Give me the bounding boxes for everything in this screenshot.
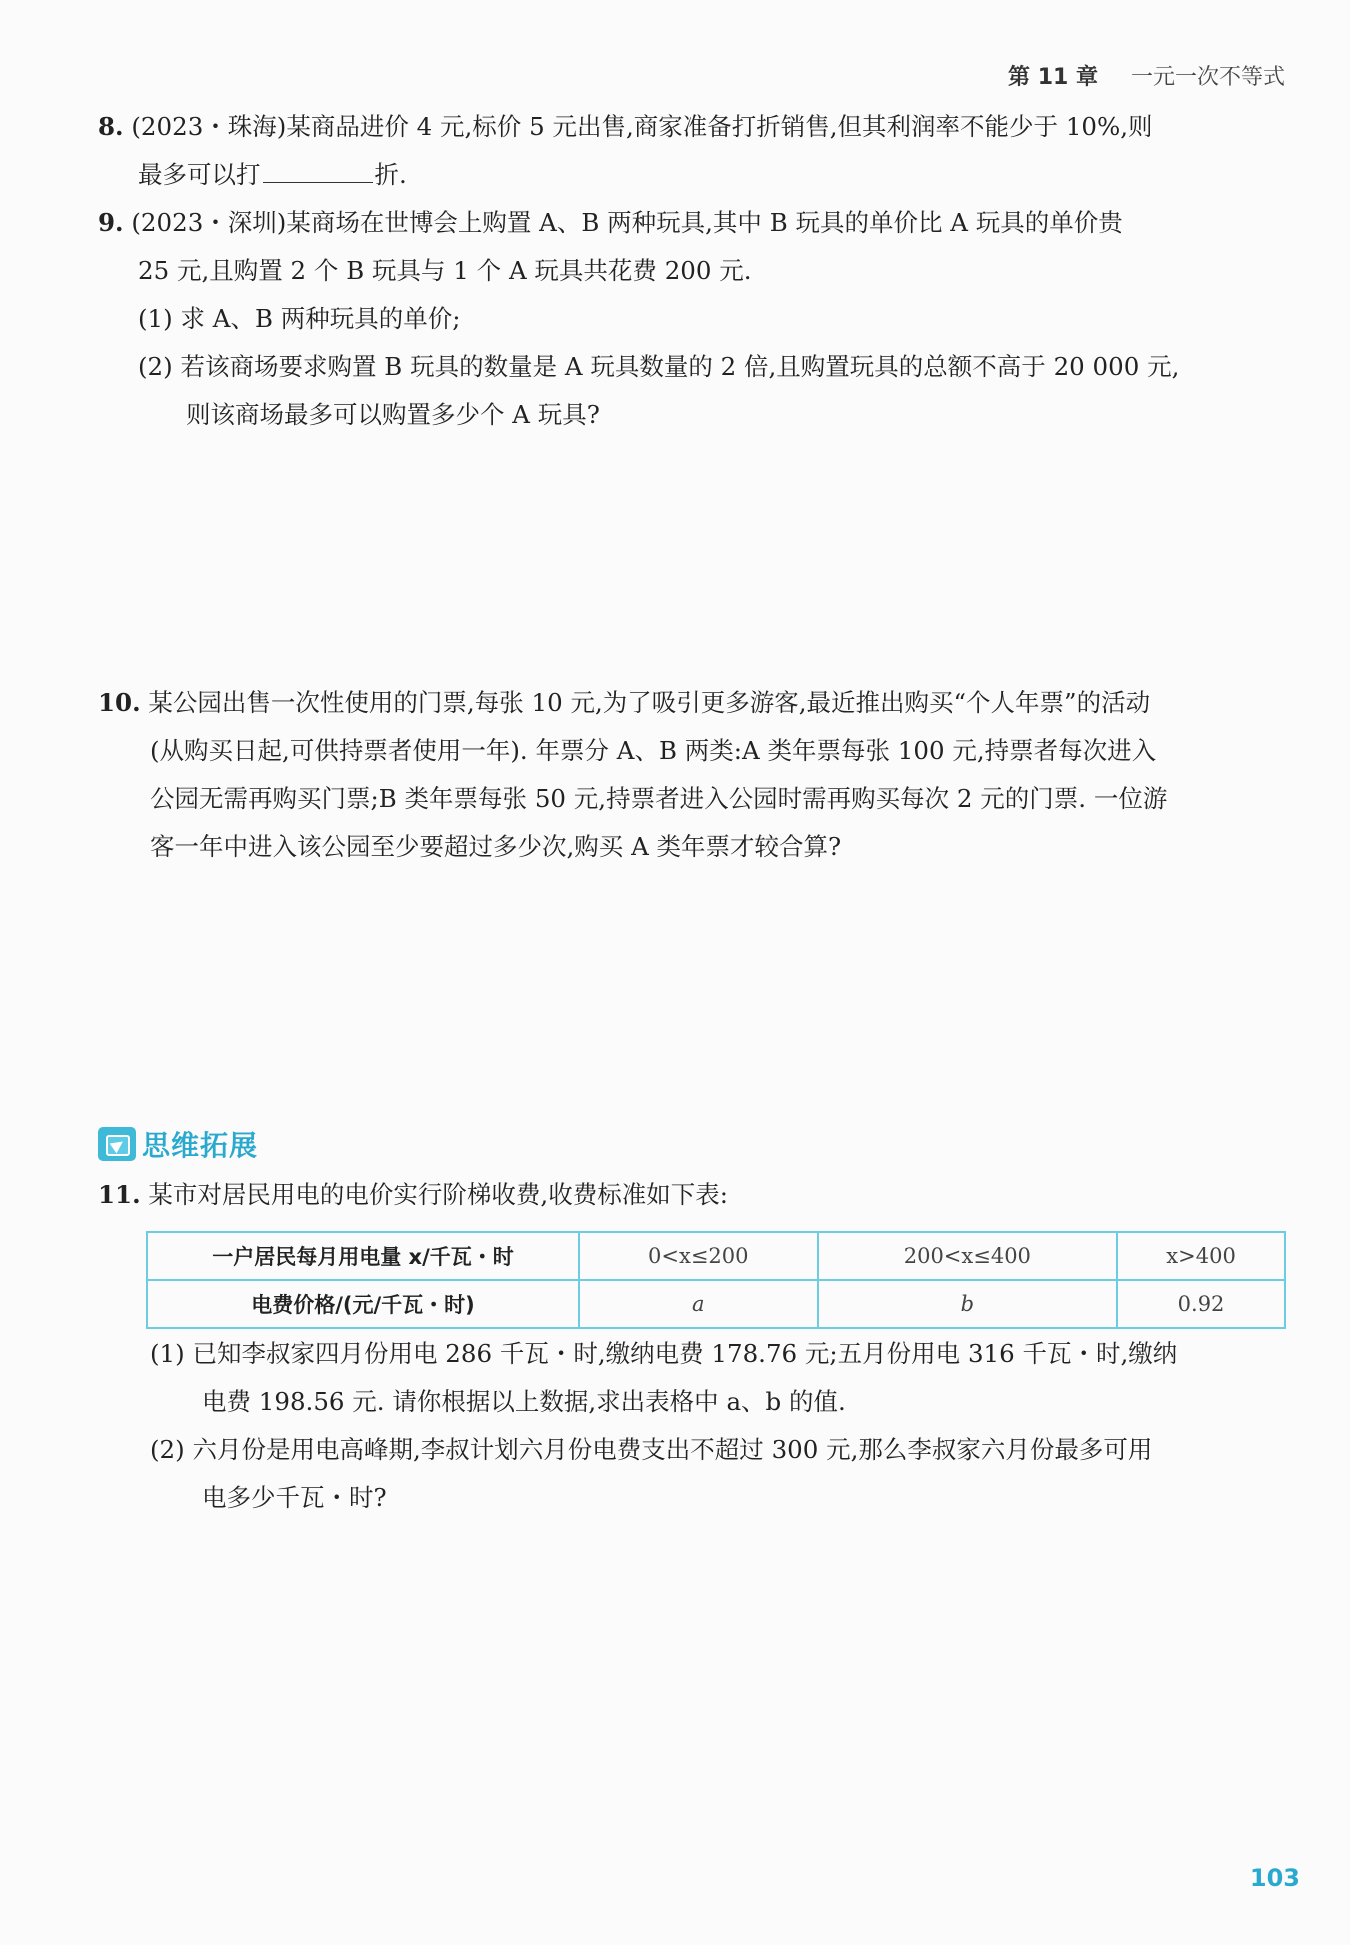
question-11-sub-2-line-1: (2) 六月份是用电高峰期,李叔计划六月份电费支出不超过 300 元,那么李叔家六月份最多可用 [150,1435,1153,1464]
table-cell: 200<x≤400 [818,1232,1118,1280]
question-text: 最多可以打 [138,160,261,189]
table-cell: a [579,1280,818,1328]
question-text: (2023・深圳)某商场在世博会上购置 A、B 两种玩具,其中 B 玩具的单价比 A 玩具的单价贵 [131,208,1123,237]
question-10-line-2: (从购买日起,可供持票者使用一年). 年票分 A、B 两类:A 类年票每张 100 元,持票者每次进入 [150,736,1157,765]
question-text: 折. [374,160,407,189]
question-number: 9. [98,208,124,237]
table-cell: 0<x≤200 [579,1232,818,1280]
question-11-sub-1-line-1: (1) 已知李叔家四月份用电 286 千瓦・时,缴纳电费 178.76 元;五月份用电 316 千瓦・时,缴纳 [150,1339,1178,1368]
question-9-sub-1: (1) 求 A、B 两种玩具的单价; [138,304,461,333]
page-number: 103 [1249,1864,1300,1892]
answer-blank[interactable] [263,162,373,183]
question-number: 10. [98,688,141,717]
question-text: 某公园出售一次性使用的门票,每张 10 元,为了吸引更多游客,最近推出购买“个人年票”的活动 [148,688,1151,717]
question-11-intro [98,1180,728,1210]
question-10-line-1 [98,688,1150,718]
extension-icon [98,1127,136,1161]
chapter-label: 第 11 章 [1008,65,1098,90]
question-9-sub-2-line-2: 则该商场最多可以购置多少个 A 玩具? [186,400,600,429]
table-cell: 电费价格/(元/千瓦・时) [147,1280,579,1328]
question-9-line-1 [98,208,1123,238]
question-10-line-3: 公园无需再购买门票;B 类年票每张 50 元,持票者进入公园时需再购买每次 2 元的门票. 一位游 [150,784,1168,813]
section-title: 思维拓展 [142,1129,259,1162]
table-cell: 0.92 [1117,1280,1285,1328]
question-11-sub-1-line-2: 电费 198.56 元. 请你根据以上数据,求出表格中 a、b 的值. [202,1387,846,1416]
table-row [147,1280,1285,1328]
running-header [1008,60,1285,91]
question-9-sub-2-line-1: (2) 若该商场要求购置 B 玩具的数量是 A 玩具数量的 2 倍,且购置玩具的总额不高于 20 000 元, [138,352,1180,381]
chapter-topic: 一元一次不等式 [1130,65,1285,90]
section-heading [98,1126,258,1162]
question-11-sub-2-line-2: 电多少千瓦・时? [202,1483,387,1512]
question-text: 某市对居民用电的电价实行阶梯收费,收费标准如下表: [148,1180,728,1209]
question-text: (2023・珠海)某商品进价 4 元,标价 5 元出售,商家准备打折销售,但其利润率不能少于 10%,则 [131,112,1153,141]
table-cell: x>400 [1117,1232,1285,1280]
question-number: 8. [98,112,124,141]
question-10-line-4: 客一年中进入该公园至少要超过多少次,购买 A 类年票才较合算? [150,832,842,861]
question-number: 11. [98,1180,141,1209]
table-row [147,1232,1285,1280]
tariff-table [146,1231,1286,1329]
table-cell: 一户居民每月用电量 x/千瓦・时 [147,1232,579,1280]
question-8-line-2 [138,160,407,190]
table-cell: b [818,1280,1118,1328]
question-8-line-1 [98,112,1153,142]
question-9-line-2: 25 元,且购置 2 个 B 玩具与 1 个 A 玩具共花费 200 元. [138,256,752,285]
